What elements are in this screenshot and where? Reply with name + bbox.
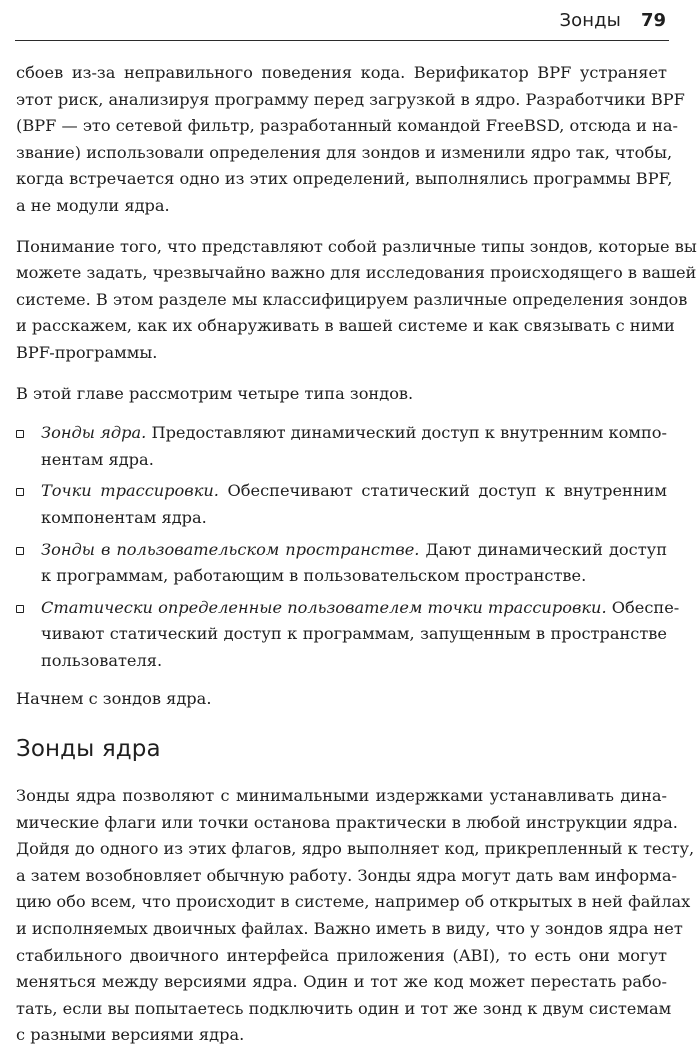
text-line: можете задать, чрезвычайно важно для исследования происходящего в вашей xyxy=(16,263,697,283)
checkbox-bullet-icon xyxy=(16,488,24,496)
text-line xyxy=(41,420,667,447)
text-line: нентам ядра. xyxy=(41,449,154,469)
list-term: Точки трассировки. xyxy=(41,481,219,501)
text-line: стабильного двоичного интерфейса приложения (ABI), то есть они могут xyxy=(16,945,667,965)
text-line: а затем возобновляет обычную работу. Зонды ядра могут дать вам информа- xyxy=(16,865,677,885)
probe-type-list xyxy=(16,420,680,674)
checkbox-bullet-icon xyxy=(16,605,24,613)
list-item xyxy=(16,420,667,473)
text-line: В этой главе рассмотрим четыре типа зондов. xyxy=(16,383,414,403)
text-line: тать, если вы попытаетесь подключить один и тот же зонд к двум системам xyxy=(16,998,672,1018)
header-section-title: Зонды xyxy=(559,10,621,31)
paragraph-bpf-verifier xyxy=(16,60,685,220)
list-term: Статически определенные пользователем точки трассировки. xyxy=(41,597,607,617)
text-line: чивают статический доступ к программам, запущенным в пространстве xyxy=(41,624,667,644)
text-line: к программам, работающим в пользовательском пространстве. xyxy=(41,566,587,586)
text-line: звание) использовали определения для зондов и изменили ядро так, чтобы, xyxy=(16,142,673,162)
text-line: этот риск, анализируя программу перед загрузкой в ядро. Разработчики BPF xyxy=(16,89,685,109)
text-line: системе. В этом разделе мы классифицируем различные определения зондов xyxy=(16,289,688,309)
text-line xyxy=(41,537,667,564)
page-number: 79 xyxy=(640,10,666,31)
text-line: и исполняемых двоичных файлах. Важно иметь в виду, что у зондов ядра нет xyxy=(16,919,683,939)
text-line: Зонды ядра позволяют с минимальными издержками устанавливать дина- xyxy=(16,786,667,806)
checkbox-bullet-icon xyxy=(16,547,24,555)
text-line: BPF-программы. xyxy=(16,342,158,362)
text-line: Дойдя до одного из этих флагов, ядро выполняет код, прикрепленный к тесту, xyxy=(16,839,695,859)
text-line: когда встречается одно из этих определений, выполнялись программы BPF, xyxy=(16,169,673,189)
text-line: а не модули ядра. xyxy=(16,195,170,215)
text-line: цию обо всем, что происходит в системе, например об открытых в ней файлах xyxy=(16,892,691,912)
list-item xyxy=(16,595,680,675)
list-description: Предоставляют динамический доступ к внутренним компо- xyxy=(146,423,668,443)
text-line: (BPF — это сетевой фильтр, разработанный командой FreeBSD, отсюда и на- xyxy=(16,116,679,136)
list-term: Зонды ядра. xyxy=(41,423,147,443)
text-line: пользователя. xyxy=(41,650,163,670)
list-description: Дают динамический доступ xyxy=(419,539,667,559)
text-line xyxy=(41,595,680,622)
text-line: и расскажем, как их обнаруживать в вашей системе и как связывать с ними xyxy=(16,316,675,336)
text-line: мические флаги или точки останова практически в любой инструкции ядра. xyxy=(16,812,678,832)
text-line: Начнем с зондов ядра. xyxy=(16,689,212,709)
text-line: сбоев из-за неправильного поведения кода. Верификатор BPF устраняет xyxy=(16,63,667,82)
list-description: Обеспечивают статический доступ к внутренним xyxy=(218,481,667,501)
list-item xyxy=(16,537,667,590)
chapter-intro xyxy=(16,381,667,408)
checkbox-bullet-icon xyxy=(16,430,24,438)
text-line: Понимание того, что представляют собой различные типы зондов, которые вы xyxy=(16,236,697,256)
list-description: Обеспе- xyxy=(606,597,680,617)
section-heading: Зонды ядра xyxy=(16,736,161,763)
text-line xyxy=(41,478,667,505)
running-header xyxy=(15,4,669,41)
page-body xyxy=(16,60,697,1063)
list-term: Зонды в пользовательском пространстве. xyxy=(41,539,420,559)
text-line: меняться между версиями ядра. Один и тот же код может перестать рабо- xyxy=(16,972,667,992)
paragraph-kernel-probes xyxy=(16,783,695,1049)
kernel-probes-lead-in xyxy=(16,686,667,713)
text-line: компонентам ядра. xyxy=(41,507,207,527)
list-item xyxy=(16,478,667,531)
paragraph-probe-types xyxy=(16,234,697,367)
text-line: с разными версиями ядра. xyxy=(16,1025,245,1045)
